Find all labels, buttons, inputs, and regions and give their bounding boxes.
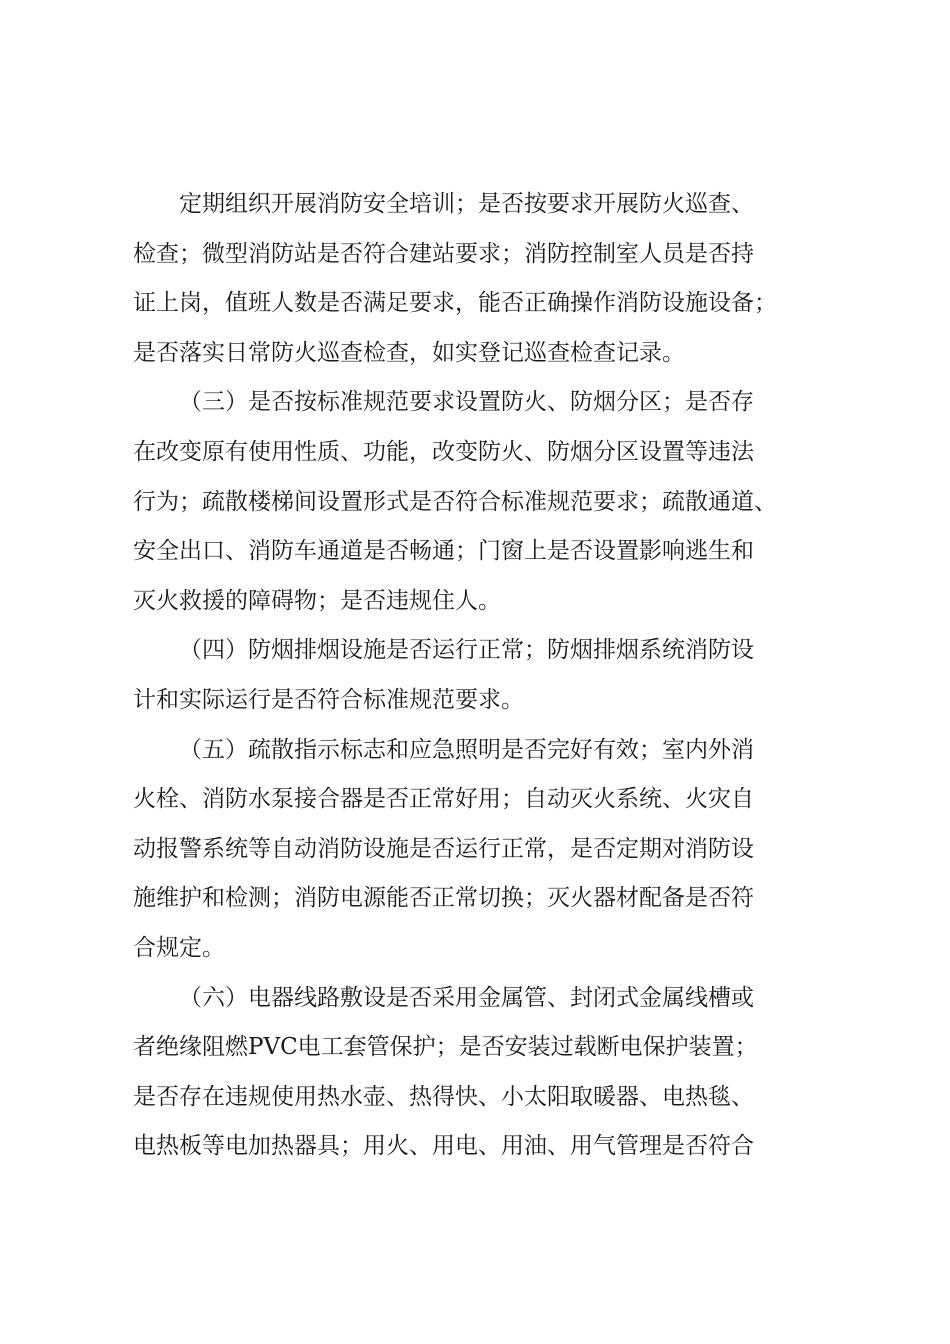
paragraph-line: 在改变原有使用性质、功能，改变防火、防烟分区设置等违法 <box>133 438 754 465</box>
paragraph-line: 计和实际运行是否符合标准规范要求。 <box>133 686 524 713</box>
paragraph-first-line: （三）是否按标准规范要求设置防火、防烟分区；是否存 <box>179 389 754 416</box>
paragraph-line: 施维护和检测；消防电源能否正常切换；灭火器材配备是否符 <box>133 885 754 912</box>
paragraph-line: 电热板等电加热器具；用火、用电、用油、用气管理是否符合 <box>133 1133 754 1160</box>
paragraph-first-line: （四）防烟排烟设施是否运行正常；防烟排烟系统消防设 <box>179 637 754 664</box>
document-body <box>133 180 845 1172</box>
paragraph-line: 证上岗，值班人数是否满足要求，能否正确操作消防设施设备； <box>133 290 777 317</box>
paragraph-line: 合规定。 <box>133 934 225 961</box>
paragraph-line: 是否存在违规使用热水壶、热得快、小太阳取暖器、电热毯、 <box>133 1083 754 1110</box>
paragraph-line: 检查；微型消防站是否符合建站要求；消防控制室人员是否持 <box>133 240 754 267</box>
paragraph-line: 行为；疏散楼梯间设置形式是否符合标准规范要求；疏散通道、 <box>133 488 777 515</box>
paragraph-line: 安全出口、消防车通道是否畅通；门窗上是否设置影响逃生和 <box>133 538 754 565</box>
paragraph-first-line: （六）电器线路敷设是否采用金属管、封闭式金属线槽或 <box>179 984 754 1011</box>
paragraph-line: 者绝缘阻燃PVC电工套管保护；是否安装过载断电保护装置； <box>133 1034 758 1061</box>
paragraph-first-line: （五）疏散指示标志和应急照明是否完好有效；室内外消 <box>179 736 754 763</box>
paragraph-first-line: 定期组织开展消防安全培训；是否按要求开展防火巡查、 <box>179 191 754 217</box>
paragraph-line: 动报警系统等自动消防设施是否运行正常，是否定期对消防设 <box>133 835 754 862</box>
paragraph-line: 火栓、消防水泵接合器是否正常好用；自动灭火系统、火灾自 <box>133 786 754 813</box>
paragraph-line: 灭火救援的障碍物；是否违规住人。 <box>133 587 501 614</box>
paragraph-line: 是否落实日常防火巡查检查，如实登记巡查检查记录。 <box>133 339 685 366</box>
